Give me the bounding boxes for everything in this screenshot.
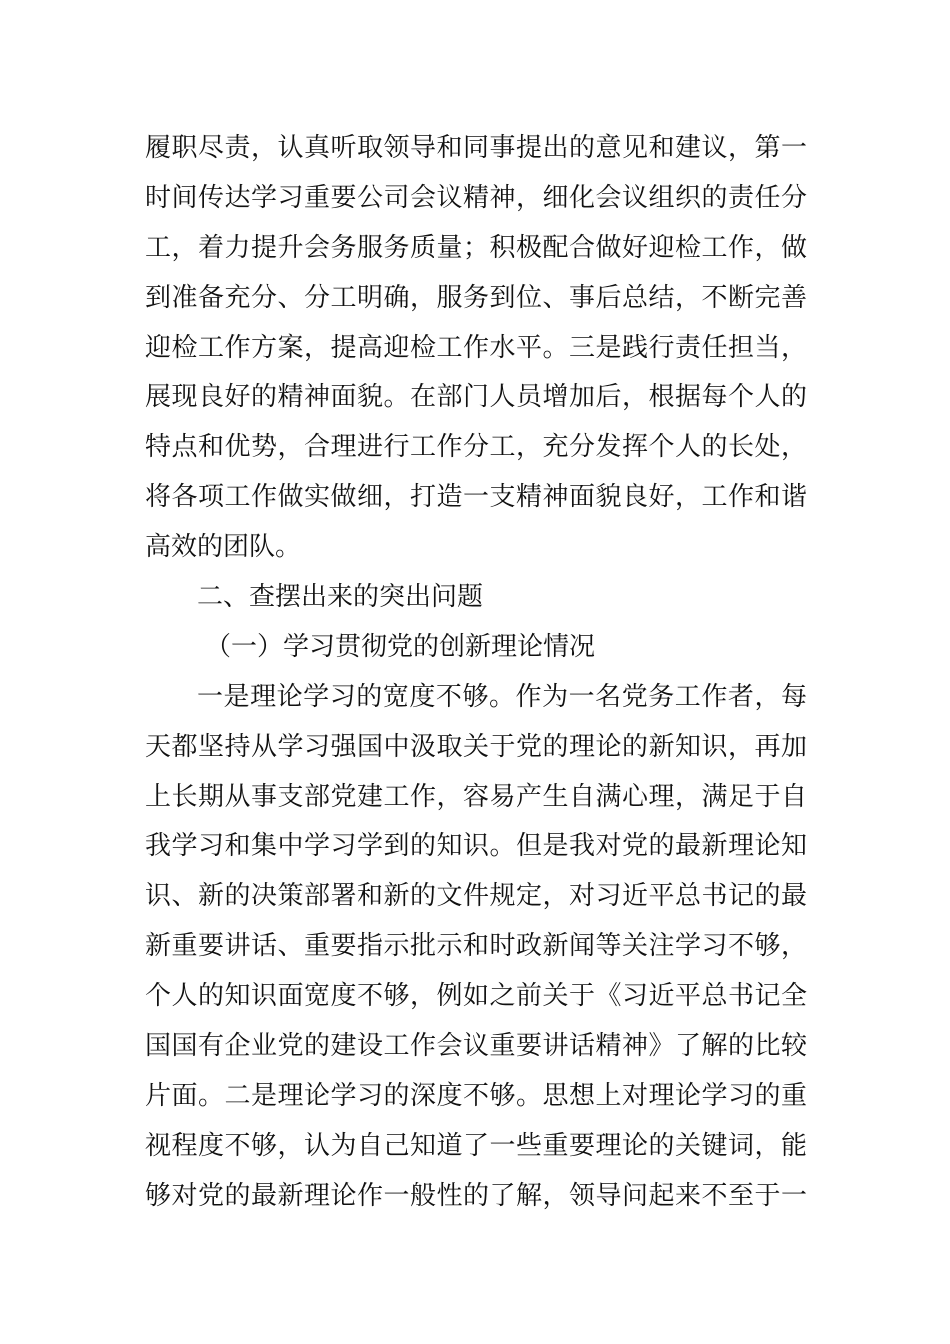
- paragraph-first-line: 一是理论学习的宽度不够。作为一名党务工作者，每: [197, 681, 807, 712]
- text-line: 特点和优势，合理进行工作分工，充分发挥个人的长处，: [145, 432, 807, 463]
- text-line: 国国有企业党的建设工作会议重要讲话精神》了解的比较: [145, 1031, 807, 1062]
- text-line: 履职尽责，认真听取领导和同事提出的意见和建议，第一: [145, 133, 807, 163]
- document-body: [145, 124, 807, 1222]
- text-line: 天都坚持从学习强国中汲取关于党的理论的新知识，再加: [145, 731, 807, 762]
- text-line: 新重要讲话、重要指示批示和时政新闻等关注学习不够，: [145, 931, 807, 962]
- text-line: 上长期从事支部党建工作，容易产生自满心理，满足于自: [145, 781, 807, 812]
- text-line: 片面。二是理论学习的深度不够。思想上对理论学习的重: [145, 1080, 807, 1111]
- text-line: 个人的知识面宽度不够，例如之前关于《习近平总书记全: [145, 981, 807, 1012]
- text-line: 时间传达学习重要公司会议精神，细化会议组织的责任分: [145, 182, 807, 213]
- subsection-heading: （一）学习贯彻党的创新理论情况: [205, 631, 596, 662]
- text-line: 高效的团队。: [145, 532, 302, 563]
- text-line: 识、新的决策部署和新的文件规定，对习近平总书记的最: [145, 881, 807, 912]
- text-line: 视程度不够，认为自己知道了一些重要理论的关键词，能: [145, 1130, 807, 1161]
- text-line: 展现良好的精神面貌。在部门人员增加后，根据每个人的: [145, 382, 807, 413]
- section-heading: 二、查摆出来的突出问题: [197, 582, 484, 613]
- text-line: 工，着力提升会务服务质量；积极配合做好迎检工作，做: [145, 232, 807, 263]
- text-line: 迎检工作方案，提高迎检工作水平。三是践行责任担当，: [145, 332, 807, 363]
- text-line: 够对党的最新理论作一般性的了解，领导问起来不至于一: [145, 1180, 807, 1211]
- text-line: 到准备充分、分工明确，服务到位、事后总结，不断完善: [145, 282, 807, 313]
- text-line: 我学习和集中学习学到的知识。但是我对党的最新理论知: [145, 831, 807, 862]
- text-line: 将各项工作做实做细，打造一支精神面貌良好，工作和谐: [145, 482, 807, 513]
